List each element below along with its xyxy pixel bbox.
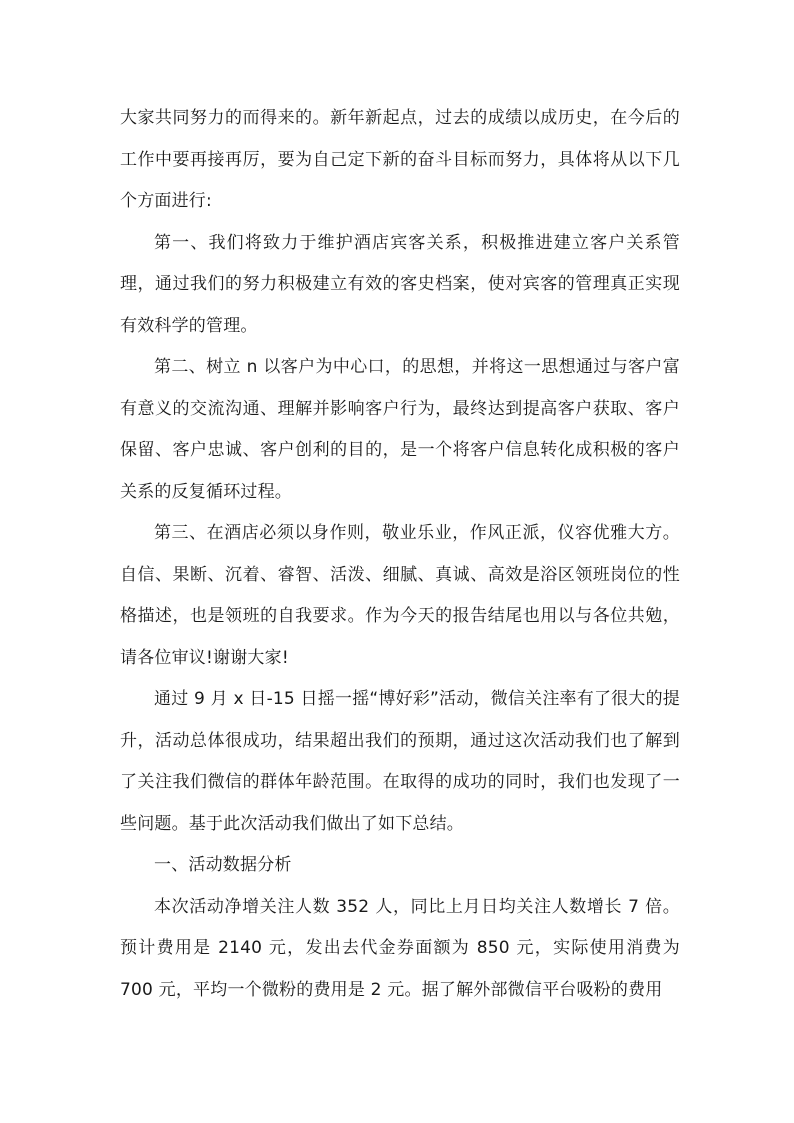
paragraph-third-point: 第三、在酒店必须以身作则，敬业乐业，作风正派，仪容优雅大方。自信、果断、沉着、睿智、活泼、细腻、真诚、高效是浴区领班岗位的性格描述，也是领班的自我要求。作为今天的报告结尾也用以与各位共勉，请各位审议!谢谢大家! bbox=[120, 523, 680, 668]
paragraph-data-analysis: 本次活动净增关注人数 352 人，同比上月日均关注人数增长 7 倍。预计费用是 2140 元，发出去代金券面额为 850 元，实际使用消费为 700 元，平均一个微粉的费用是 2 元。据了解外部微信平台吸粉的费用 bbox=[120, 896, 680, 1000]
paragraph-second-point: 第二、树立 n 以客户为中心口，的思想，并将这一思想通过与客户富有意义的交流沟通、理解并影响客户行为，最终达到提高客户获取、客户保留、客户忠诚、客户创利的目的，是一个将客户信息转化成积极的客户关系的反复循环过程。 bbox=[120, 357, 680, 502]
paragraph-activity-summary: 通过 9 月 x 日-15 日摇一摇“博好彩”活动，微信关注率有了很大的提升，活动总体很成功，结果超出我们的预期，通过这次活动我们也了解到了关注我们微信的群体年龄范围。在取得的成功的同时，我们也发现了一些问题。基于此次活动我们做出了如下总结。 bbox=[120, 689, 680, 834]
section-heading-data-analysis: 一、活动数据分析 bbox=[154, 855, 292, 875]
paragraph-first-point: 第一、我们将致力于维护酒店宾客关系，积极推进建立客户关系管理，通过我们的努力积极建立有效的客史档案，使对宾客的管理真正实现有效科学的管理。 bbox=[120, 232, 680, 336]
paragraph-continuation: 大家共同努力的而得来的。新年新起点，过去的成绩以成历史，在今后的工作中要再接再厉，要为自己定下新的奋斗目标而努力，具体将从以下几个方面进行: bbox=[120, 108, 680, 211]
document-page bbox=[120, 98, 680, 1011]
